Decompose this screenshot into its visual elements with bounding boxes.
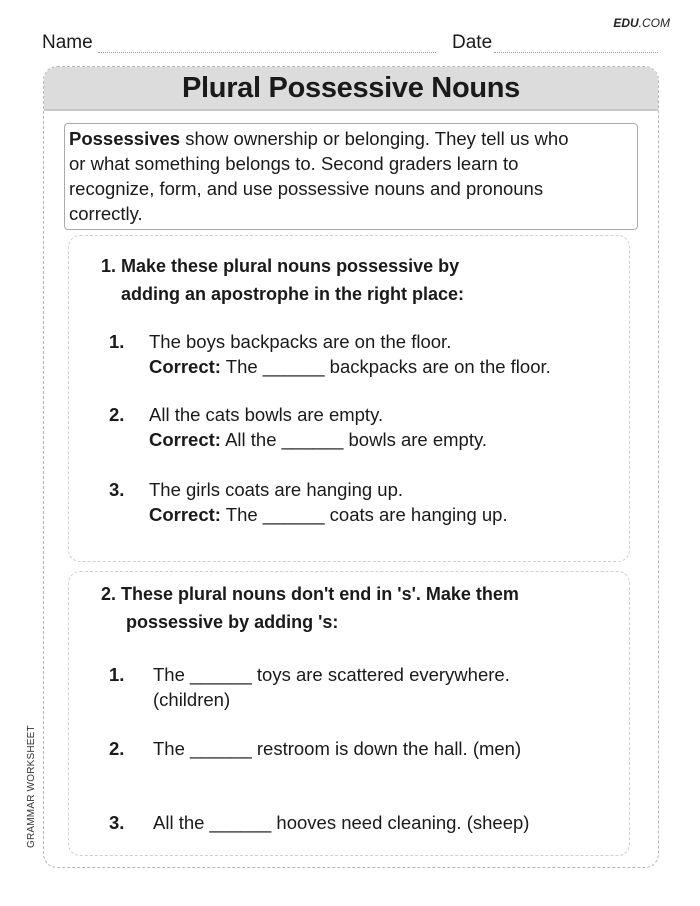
item-sentence: All the cats bowls are empty. [149,404,384,425]
item-number: 2. [109,738,125,759]
item-text [149,329,551,379]
date-line[interactable] [494,52,658,53]
correct-label: Correct: [149,356,221,377]
item-text [149,477,508,527]
section-1-heading-line-2: adding an apostrophe in the right place: [121,284,465,304]
intro-text-1: show ownership or belonging. They tell us who [180,128,569,149]
item-sentence: The boys backpacks are on the floor. [149,331,452,352]
item-number: 3. [109,479,125,500]
item-blank-sentence[interactable]: The ______ restroom is down the hall. (men) [153,738,522,759]
section-1-heading [101,252,464,308]
brand-logo [613,16,670,30]
section-2-heading [101,580,519,636]
intro-box [64,123,638,230]
intro-line-2: or what something belongs to. Second graders learn to [69,153,519,174]
correct-label: Correct: [149,429,221,450]
section-2-heading-line-2: possessive by adding 's: [126,612,339,632]
item-number: 1. [109,331,125,352]
item-text [149,402,487,452]
date-label: Date [452,32,493,53]
correct-blank-sentence[interactable]: The ______ coats are hanging up. [220,504,508,525]
worksheet-frame [43,66,659,868]
item-text [153,662,510,712]
item-number: 3. [109,812,125,833]
intro-line-1 [69,126,633,151]
item-blank-sentence[interactable]: The ______ toys are scattered everywhere. [153,664,510,685]
item-hint: (children) [153,689,231,710]
correct-label: Correct: [149,504,221,525]
item-number: 2. [109,404,125,425]
name-label: Name [42,32,93,53]
correct-blank-sentence[interactable]: The ______ backpacks are on the floor. [220,356,551,377]
intro-line-3: recognize, form, and use possessive nouns and pronouns [69,178,544,199]
correct-blank-sentence[interactable]: All the ______ bowls are empty. [220,429,487,450]
section-1 [68,235,630,562]
name-line[interactable] [98,52,436,53]
name-date-row [42,30,658,54]
intro-line-4: correctly. [69,203,143,224]
title-band [44,67,658,111]
side-label: GRAMMAR WORKSHEET [26,725,37,848]
brand-bold: EDU [613,16,639,30]
item-blank-sentence[interactable]: All the ______ hooves need cleaning. (sheep) [153,812,530,833]
item-sentence: The girls coats are hanging up. [149,479,404,500]
brand-rest: .COM [638,16,670,30]
intro-bold: Possessives [69,128,181,149]
section-2-heading-line-1: 2. These plural nouns don't end in 's'. Make them [101,584,519,604]
section-1-heading-line-1: 1. Make these plural nouns possessive by [101,256,460,276]
item-number: 1. [109,664,125,685]
section-2 [68,571,630,856]
page-title: Plural Possessive Nouns [181,71,521,104]
